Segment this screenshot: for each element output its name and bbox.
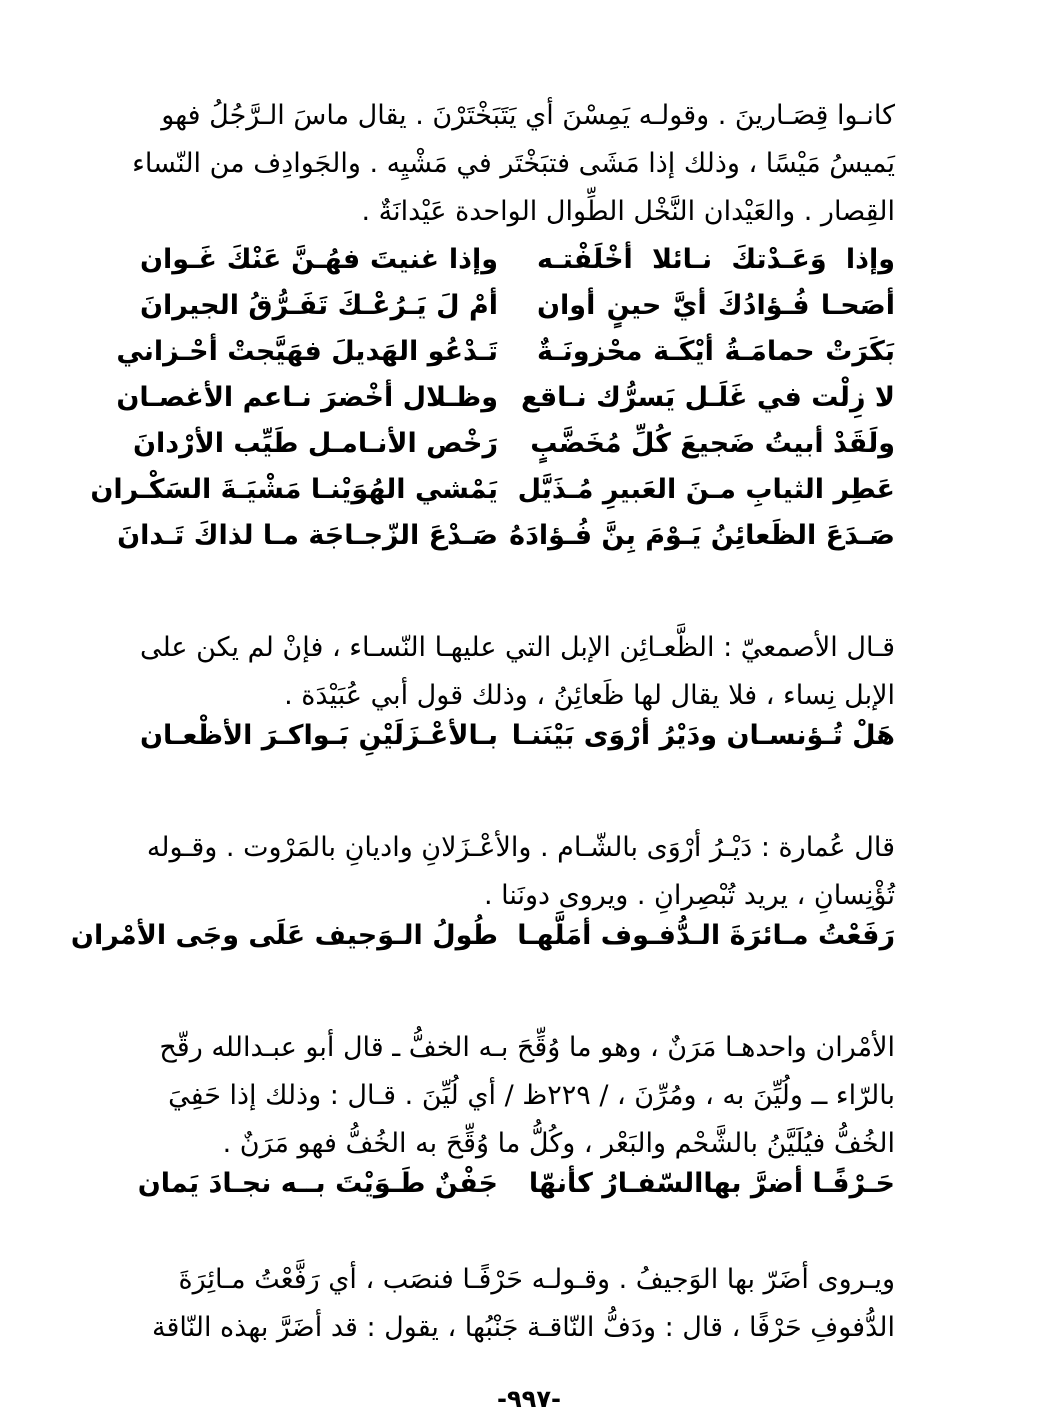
spacer xyxy=(140,1214,895,1256)
commentary-line: بالرّاء ــ ولُيِّنَ به ، ومُرِّنَ ، / ٢٢٩ظ / أي لُيِّنَ . قـال : وذلك إذا حَفِيَ xyxy=(168,1080,895,1111)
commentary-line: الخُفُّ فيُلَيَّنُ بالشَّحْم والبَعْر ، وكُلُّ ما وُقِّحَ به الخُفُّ فهو مَرَنٌ . xyxy=(222,1128,895,1159)
commentary-line: الأمْران واحدهـا مَرَنٌ ، وهو ما وُقِّحَ بـه الخفُّ ـ قال أبو عبـدالله رقّح xyxy=(159,1032,895,1063)
verse-line xyxy=(137,1168,895,1214)
verse-second-hemistich: وظـلال أخْضرَ نـاعم الأغصـان xyxy=(116,382,498,413)
verse-first-hemistich: صَـدَعَ الظَعائِنُ يَـوْمَ بِنَّ فُـؤادَهُ xyxy=(509,520,895,551)
verse-second-hemistich: جَفْنٌ طَـوَيْتَ بــه نجـادَ يَمان xyxy=(137,1168,498,1199)
verse-first-hemistich: وإذا وَعَـدْتكَ نـائلا أخْلَفْتـه xyxy=(537,244,895,275)
verse-line xyxy=(117,520,895,566)
spacer xyxy=(140,766,895,824)
commentary-paragraph xyxy=(140,624,895,720)
poem-block xyxy=(90,244,895,566)
verse-line xyxy=(116,336,895,382)
verse-second-hemistich: صَـدْعَ الزّجـاجَة مـا لذاكَ تَـدانَ xyxy=(117,520,498,551)
verse-first-hemistich: ولَقَدْ أبيتُ ضَجيعَ كُلِّ مُخَضَّبٍ xyxy=(530,428,895,459)
verse-second-hemistich: وإذا غنيتَ فهُـنَّ عَنْكَ غَـوان xyxy=(140,244,498,275)
commentary-line: قـال الأصمعيّ : الظَّعـائِن الإبل التي عليهـا النّسـاء ، فإنْ لم يكن على xyxy=(139,632,895,663)
verse-second-hemistich: طُولُ الـوَجيف عَلَى وجَى الأمْران xyxy=(70,920,498,951)
commentary-line: الدُّفوفِ حَرْفًا ، قال : ودَفُّ النّاقـة جَنْبُها ، يقول : قد أضَرَّ بهذه النّاقة xyxy=(151,1312,895,1343)
spacer xyxy=(140,566,895,624)
intro-line: يَميسُ مَيْسًا ، وذلك إذا مَشَى فتبَخْتَر في مَشْيِه . والجَوادِف من النّساء xyxy=(132,148,895,179)
page-number: -٩٩٧- xyxy=(497,1385,561,1413)
verse-line xyxy=(140,290,895,336)
verse-second-hemistich: أمْ لَ يَـرُعْـكَ تَفَـرُّقُ الجيرانَ xyxy=(140,290,498,321)
commentary-paragraph xyxy=(140,824,895,920)
verse-line xyxy=(132,428,895,474)
verse-first-hemistich: رَفَعْتُ مـائرَةَ الـدُّفـوف أمَلَّهـا xyxy=(517,920,895,951)
verse-line xyxy=(140,720,895,766)
verse-first-hemistich: بَكَرَتْ حمامَـةُ أيْكَـة محْزونَـةٌ xyxy=(537,336,895,367)
commentary-paragraph xyxy=(140,1024,895,1168)
verse-line xyxy=(70,920,895,966)
verse-line xyxy=(140,244,895,290)
verse-first-hemistich: أصَحـا فُـؤادُكَ أيَّ حينٍ أوان xyxy=(537,290,895,321)
verse-second-hemistich: يَمْشي الهُوَيْنـا مَشْيَـةَ السَكْـران xyxy=(90,474,498,505)
commentary-paragraph xyxy=(140,1256,895,1352)
verse-first-hemistich: عَطِر الثيابِ مـنَ العَبيرِ مُـذَيَّل xyxy=(517,474,895,505)
intro-line: القِصار . والعَيْدان النَّخْل الطِّوال الواحدة عَيْدانَةٌ . xyxy=(361,196,895,227)
spacer xyxy=(140,966,895,1024)
verse-first-hemistich: لا زِلْت في غَلَـل يَسرُّك نـاقع xyxy=(521,382,895,413)
commentary-line: تُؤْنِسانِ ، يريد تُبْصِرانِ . ويروى دونَنا . xyxy=(483,880,895,911)
document-page xyxy=(70,92,895,1343)
verse-second-hemistich: تَـدْعُو الهَديلَ فهَيَّجتْ أحْـزاني xyxy=(116,336,498,367)
verse-first-hemistich: هَلْ تُـؤنسـان ودَيْرُ أرْوَى بَيْنَنـا xyxy=(511,720,895,751)
commentary-line: ويـروى أضَرّ بها الوَجيفُ . وقـولـه حَرْفًـا فنصَب ، أي رَفَّعْتُ مـائِرَةَ xyxy=(178,1264,895,1295)
verse-first-hemistich: حَـرْفًـا أضرَّ بهاالسّفـارُ كأنهّا xyxy=(528,1168,895,1199)
commentary-line: قال عُمارة : دَيْـرُ أرْوَى بالشّـام . والأعْـزَلانِ واديانِ بالمَرْوت . وقـوله xyxy=(146,832,895,863)
verse-line xyxy=(116,382,895,428)
intro-line: كانـوا قِصَـارينَ . وقولـه يَمِسْنَ أي يَتَبَخْتَرْنَ . يقال ماسَ الـرَّجُلُ فهو xyxy=(161,100,895,131)
verse-second-hemistich: رَخْص الأنـامـل طَيِّب الأرْدانَ xyxy=(132,428,498,459)
verse-second-hemistich: بـالأعْـزَلَيْنِ بَـواكـرَ الأظْعـان xyxy=(139,720,498,751)
verse-line xyxy=(90,474,895,520)
intro-paragraph xyxy=(132,92,895,236)
commentary-line: الإبل نِساء ، فلا يقال لها ظَعائِنُ ، وذلك قول أبي عُبَيْدَة . xyxy=(284,680,895,711)
